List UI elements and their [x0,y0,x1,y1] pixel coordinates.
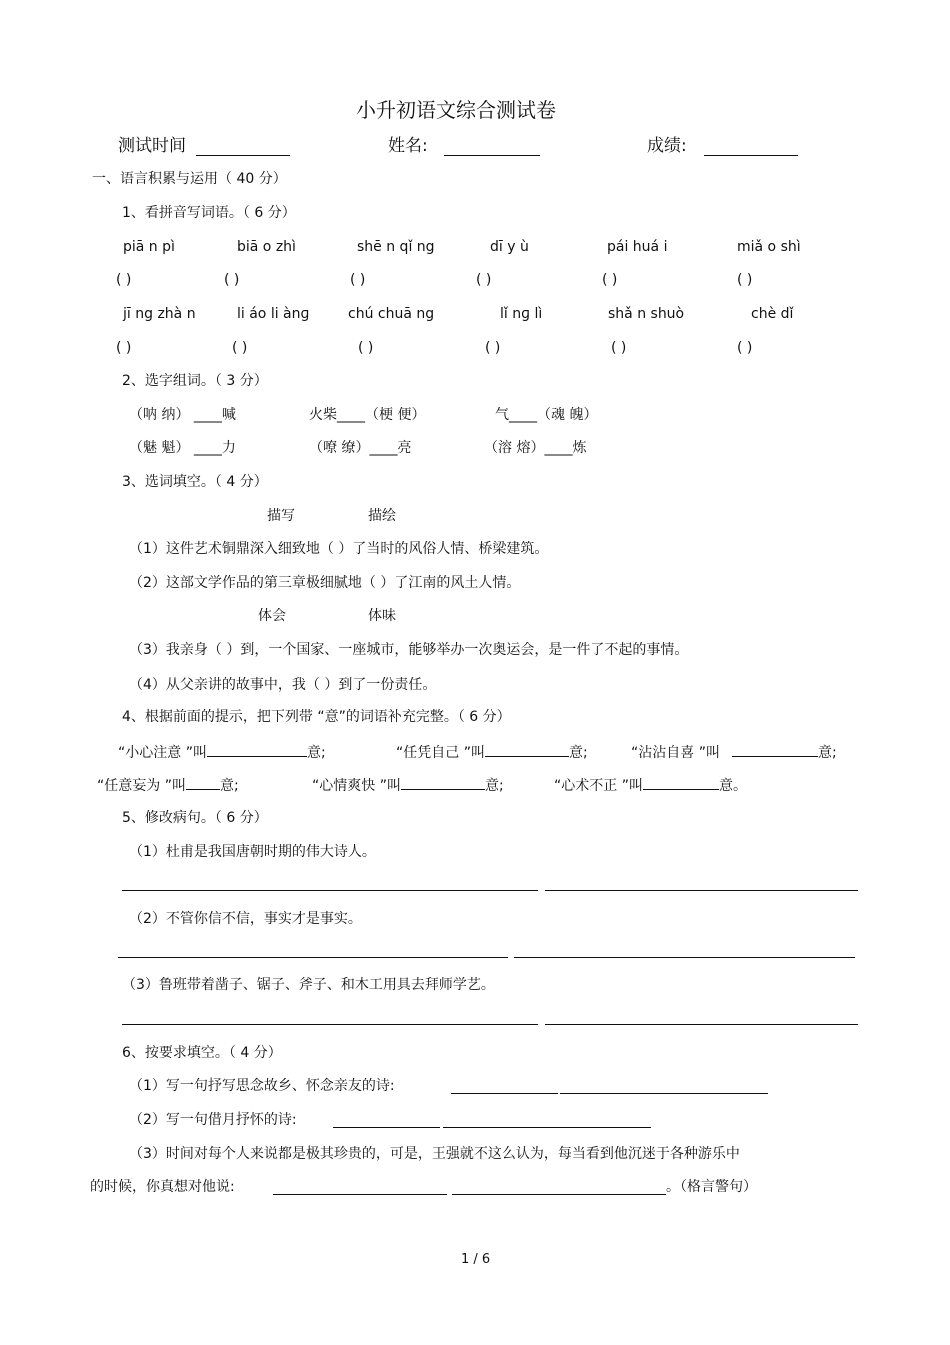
yi-word-suffix: 意; [219,778,239,794]
yi-word-item [554,777,747,793]
answer-line[interactable] [514,957,855,958]
word-choice-item[interactable]: （嘹 缭）____亮 [309,440,412,456]
fill-prompt: （1）写一句抒写思念故乡、怀念亲友的诗: [129,1078,395,1094]
page-title: 小升初语文综合测试卷 [356,98,556,122]
pinyin-item: shē n qǐ ng [357,239,435,255]
pinyin-item: chú chuā ng [348,306,435,322]
name-label: 姓名: [388,136,428,156]
page-number: 1 / 6 [461,1252,491,1267]
yi-word-item [97,777,239,793]
word-choice-item[interactable]: （溶 熔）____炼 [484,440,587,456]
yi-word-item [118,744,326,760]
answer-paren[interactable]: ( ) [476,272,492,288]
faulty-sentence: （1）杜甫是我国唐朝时期的伟大诗人。 [129,844,376,860]
yi-word-item [312,777,504,793]
test-time-blank[interactable] [196,155,290,156]
answer-line[interactable] [545,890,858,891]
word-option: 体味 [368,608,396,624]
answer-line[interactable] [560,1093,768,1094]
answer-line[interactable] [122,890,538,891]
answer-line[interactable] [545,1024,858,1025]
yi-word-suffix: 意; [817,745,837,761]
yi-word-hint: “心情爽快 ”叫 [312,778,401,794]
fill-sentence[interactable]: （2）这部文学作品的第三章极细腻地（ ）了江南的风土人情。 [129,575,521,591]
answer-line[interactable] [451,1093,558,1094]
answer-paren[interactable]: ( ) [737,340,753,356]
pinyin-item: dī y ù [490,239,529,255]
yi-word-suffix: 意; [568,745,588,761]
faulty-sentence: （2）不管你信不信，事实才是事实。 [129,911,362,927]
section-heading: 一、语言积累与运用（ 40 分） [92,171,287,187]
yi-word-hint: “任意妄为 ”叫 [97,778,186,794]
fill-prompt-suffix: 。（格言警句） [666,1179,757,1195]
yi-word-hint: “小心注意 ”叫 [118,745,207,761]
word-choice-item[interactable]: 气____（魂 魄） [495,407,598,423]
yi-word-suffix: 意; [484,778,504,794]
answer-line[interactable] [443,1127,651,1128]
yi-word-blank[interactable] [732,744,818,757]
yi-word-blank[interactable] [485,744,569,757]
answer-paren[interactable]: ( ) [602,272,618,288]
q5-heading: 5、修改病句。（ 6 分） [122,810,268,826]
yi-word-hint: “心术不正 ”叫 [554,778,643,794]
word-option: 描绘 [368,508,396,524]
word-option: 体会 [258,608,286,624]
pinyin-item: miǎ o shì [737,239,801,255]
name-blank[interactable] [444,155,540,156]
fill-prompt: 的时候，你真想对他说: [90,1179,235,1195]
word-choice-item[interactable]: （魅 魁） ____力 [129,440,236,456]
yi-word-blank[interactable] [207,744,307,757]
pinyin-item: li áo li ànɡ [237,306,310,322]
yi-word-hint: “任凭自己 ”叫 [396,745,485,761]
pinyin-item: jī ng zhà n [123,306,196,322]
answer-paren[interactable]: ( ) [611,340,627,356]
score-label: 成绩: [647,136,687,156]
q2-heading: 2、选字组词。（ 3 分） [122,373,268,389]
pinyin-item: shǎ n shuò [608,306,685,322]
yi-word-item [396,744,588,760]
word-choice-item[interactable]: （呐 纳） ____喊 [129,407,236,423]
answer-paren[interactable]: ( ) [350,272,366,288]
answer-paren[interactable]: ( ) [224,272,240,288]
answer-line[interactable] [452,1194,666,1195]
answer-line[interactable] [118,957,508,958]
answer-line[interactable] [333,1127,440,1128]
yi-word-blank[interactable] [401,777,485,790]
fill-sentence[interactable]: （3）我亲身（ ）到，一个国家、一座城市，能够举办一次奥运会，是一件了不起的事情。 [129,642,689,658]
answer-line[interactable] [273,1194,447,1195]
q1-heading: 1、看拼音写词语。（ 6 分） [122,205,296,221]
fill-prompt: （3）时间对每个人来说都是极其珍贵的，可是，王强就不这么认为，每当看到他沉迷于各种游乐中 [129,1146,740,1162]
test-time-label: 测试时间 [118,136,186,156]
yi-word-item [631,744,837,760]
q3-heading: 3、选词填空。（ 4 分） [122,474,268,490]
answer-paren[interactable]: ( ) [485,340,501,356]
pinyin-item: piā n pì [123,239,175,255]
score-blank[interactable] [704,155,798,156]
fill-sentence[interactable]: （4）从父亲讲的故事中，我（ ）到了一份责任。 [129,677,437,693]
q6-heading: 6、按要求填空。（ 4 分） [122,1045,282,1061]
pinyin-item: biā o zhì [237,239,296,255]
answer-paren[interactable]: ( ) [116,272,132,288]
answer-paren[interactable]: ( ) [232,340,248,356]
pinyin-item: lǐ nɡ lì [500,306,543,322]
answer-paren[interactable]: ( ) [737,272,753,288]
word-option: 描写 [267,508,295,524]
fill-prompt: （2）写一句借月抒怀的诗: [129,1112,297,1128]
word-choice-item[interactable]: 火柴____（梗 便） [309,407,426,423]
pinyin-item: pái huá i [607,239,668,255]
fill-sentence[interactable]: （1）这件艺术铜鼎深入细致地（ ）了当时的风俗人情、桥梁建筑。 [129,541,549,557]
pinyin-item: chè dǐ [751,306,794,322]
yi-word-blank[interactable] [186,777,220,790]
answer-paren[interactable]: ( ) [358,340,374,356]
yi-word-blank[interactable] [643,777,719,790]
faulty-sentence: （3）鲁班带着凿子、锯子、斧子、和木工用具去拜师学艺。 [122,977,495,993]
yi-word-suffix: 意。 [718,778,747,794]
yi-word-hint: “沾沾自喜 ”叫 [631,745,720,761]
answer-line[interactable] [122,1024,538,1025]
answer-paren[interactable]: ( ) [116,340,132,356]
q4-heading: 4、根据前面的提示，把下列带 “意”的词语补充完整。（ 6 分） [122,709,511,725]
yi-word-suffix: 意; [306,745,326,761]
